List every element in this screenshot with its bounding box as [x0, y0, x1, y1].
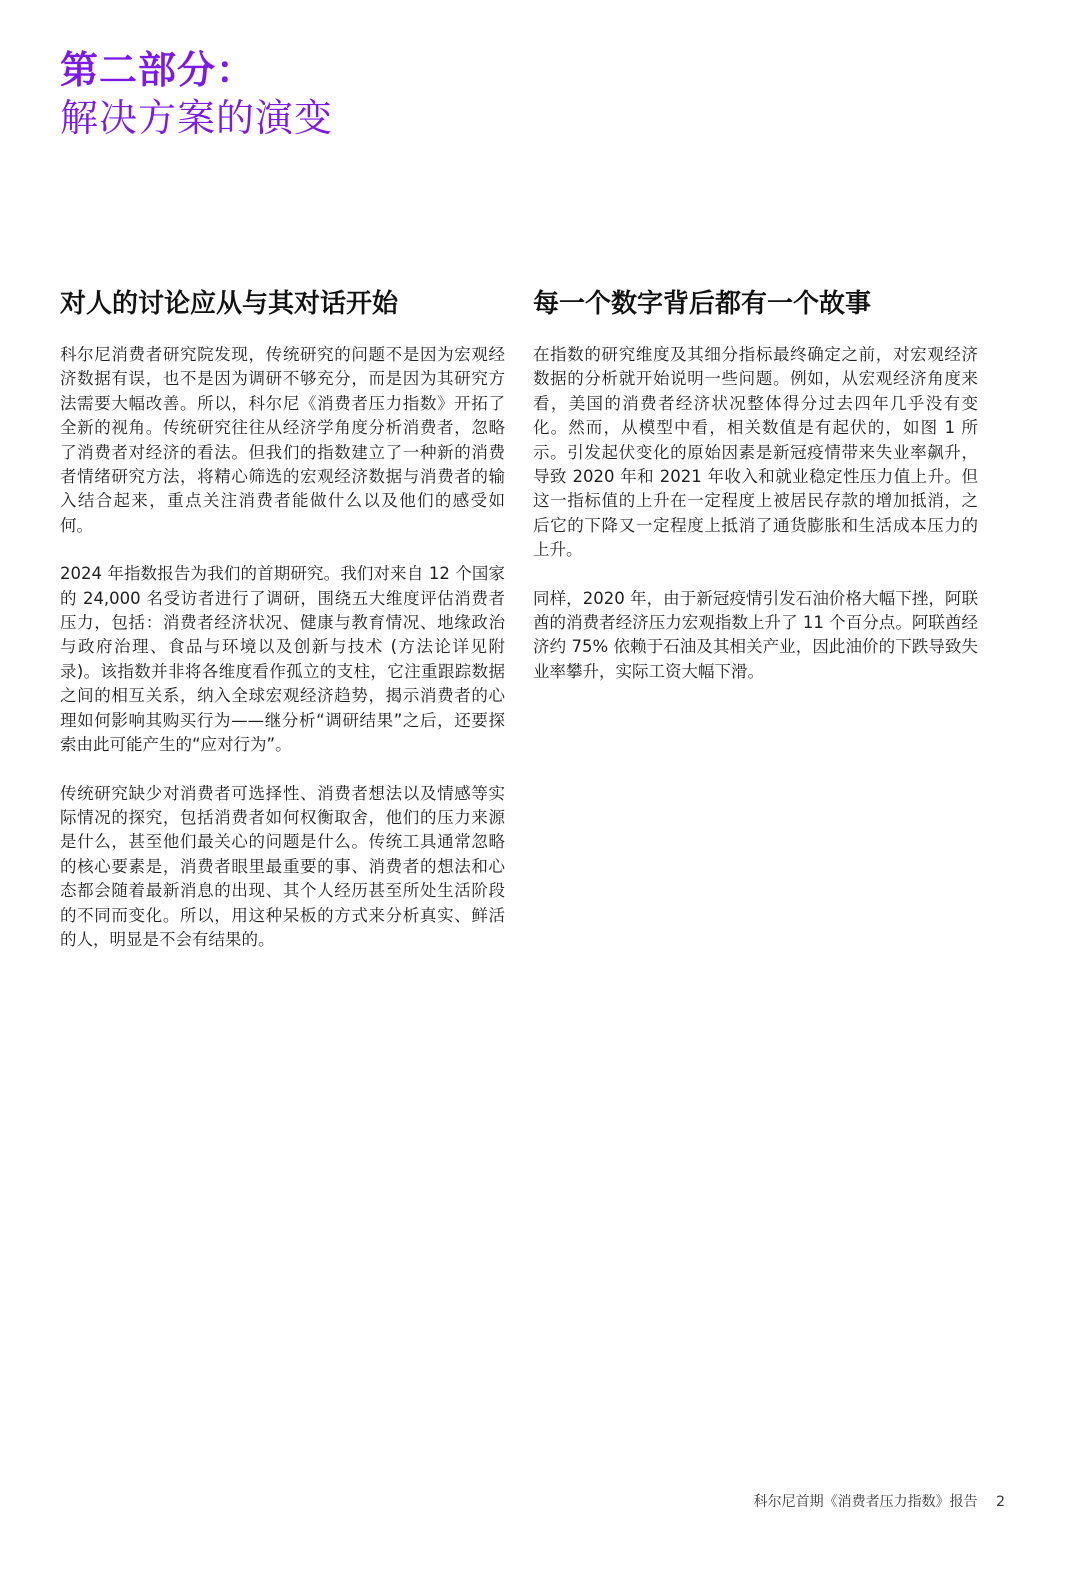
page-title: [60, 46, 760, 142]
paragraph: 科尔尼消费者研究院发现，传统研究的问题不是因为宏观经济数据有误，也不是因为调研不够充分，而是因为其研究方法需要大幅改善。所以，科尔尼《消费者压力指数》开拓了全新的视角。传统研究往往从经济学角度分析消费者，忽略了消费者对经济的看法。但我们的指数建立了一种新的消费者情绪研究方法，将精心筛选的宏观经济数据与消费者的输入结合起来，重点关注消费者能做什么以及他们的感受如何。: [60, 345, 505, 535]
right-column-heading: 每一个数字背后都有一个故事: [533, 289, 872, 319]
left-column: [60, 285, 505, 976]
section-title: 第二部分：: [60, 48, 256, 92]
section-subtitle: 解决方案的演变: [60, 96, 334, 140]
paragraph: 传统研究缺少对消费者可选择性、消费者想法以及情感等实际情况的探究，包括消费者如何权衡取舍，他们的压力来源是什么，甚至他们最关心的问题是什么。传统工具通常忽略的核心要素是，消费者眼里最重要的事、消费者的想法和心态都会随着最新消息的出现、其个人经历甚至所处生活阶段的不同而变化。所以，用这种呆板的方式来分析真实、鲜活的人，明显是不会有结果的。: [60, 783, 505, 949]
left-column-heading: 对人的讨论应从与其对话开始: [60, 289, 399, 319]
paragraph: 在指数的研究维度及其细分指标最终确定之前，对宏观经济数据的分析就开始说明一些问题。例如，从宏观经济角度来看，美国的消费者经济状况整体得分过去四年几乎没有变化。然而，从模型中看，相关数值是有起伏的，如图 1 所示。引发起伏变化的原始因素是新冠疫情带来失业率飙升，导致 2020 年和 2021 年收入和就业稳定性压力值上升。但这一指标值的上升在一定程度上被居民存款的增加抵消，之后它的下降又一定程度上抵消了通货膨胀和生活成本压力的上升。: [533, 345, 978, 560]
page-footer: [754, 1492, 1005, 1512]
right-column: [533, 285, 978, 708]
page-number: 2: [996, 1494, 1005, 1510]
footer-report-title: 科尔尼首期《消费者压力指数》报告: [753, 1494, 978, 1510]
paragraph: 2024 年指数报告为我们的首期研究。我们对来自 12 个国家的 24,000 名受访者进行了调研，围绕五大维度评估消费者压力，包括：消费者经济状况、健康与教育情况、地缘政治与政府治理、食品与环境以及创新与技术 (方法论详见附录)。该指数并非将各维度看作孤立的支柱，它注重跟踪数据之间的相互关系，纳入全球宏观经济趋势，揭示消费者的心理如何影响其购买行为——继分析“调研结果”之后，还要探索由此可能产生的“应对行为”。: [60, 564, 505, 755]
paragraph: 同样，2020 年，由于新冠疫情引发石油价格大幅下挫，阿联酋的消费者经济压力宏观指数上升了 11 个百分点。阿联酋经济约 75% 依赖于石油及其相关产业，因此油价的下跌导致失业率攀升，实际工资大幅下滑。: [533, 588, 978, 681]
